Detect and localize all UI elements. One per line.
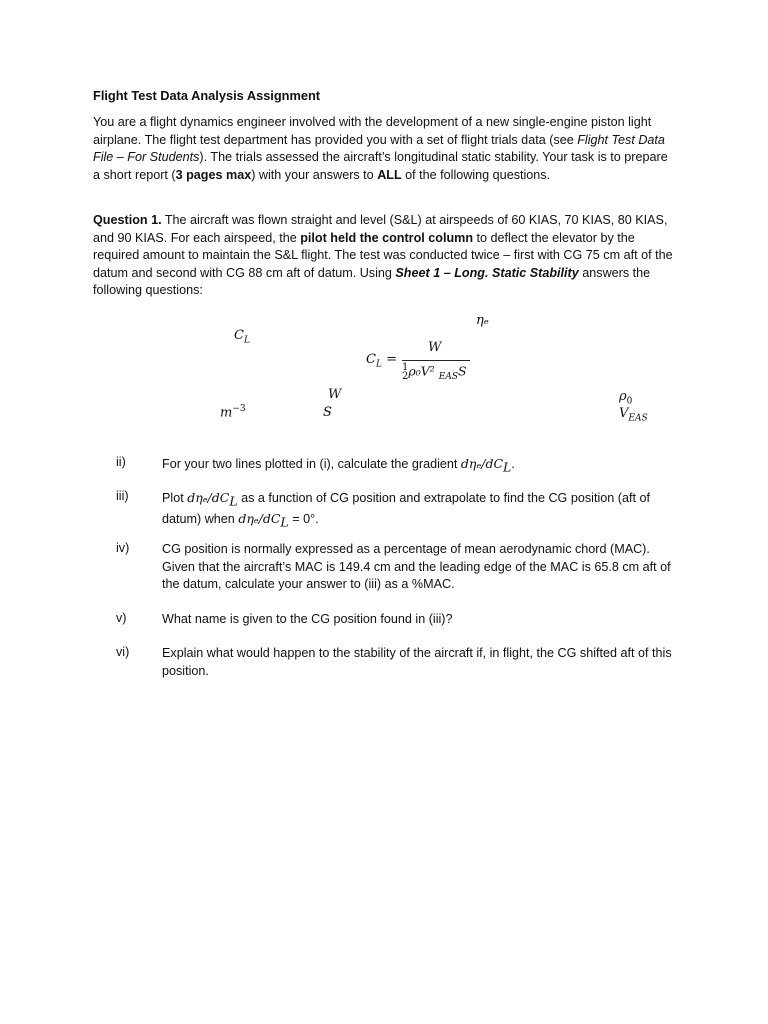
list-item-number: vi) [116,645,130,659]
equation-cl: C [366,352,376,367]
equation-lhs [366,352,397,370]
question-1-paragraph [93,212,678,300]
list-item-text: CG position is normally expressed as a percentage of mean aerodynamic chord (MAC). Given that the aircraft’s MAC is 149.4 cm and the leading edge of the MAC is 65.8 cm aft of the datum, calculate your answer to (iii) as a %MAC. [162,542,671,592]
item-text: . [511,457,515,471]
equation-denominator [402,363,467,382]
intro-text: ) with your answers to [251,167,378,182]
equation-half-numerator: 1 [402,362,409,373]
equation-half-denominator: 2 [402,371,409,382]
intro-text: of the following questions. [401,167,551,182]
question-1-text: answers the following questions: [93,265,651,298]
equation-eas-subscript: EAS [438,372,458,382]
equation-fraction-bar [402,360,470,361]
item-text: For your two lines plotted in (i), calculate the gradient [162,457,461,471]
math-m-symbol: m [220,405,233,421]
question-1-sheet-reference: Sheet 1 – Long. Static Stability [395,265,579,280]
equation-s: S [458,363,467,379]
item-math: dηₑ/dC [460,456,504,471]
math-m-exponent: −3 [232,404,246,414]
item-math: dηₑ/dC [187,490,230,505]
intro-paragraph [93,114,678,184]
math-w: W [328,387,342,402]
list-item-text [162,455,672,476]
intro-page-limit: 3 pages max [175,167,252,182]
list-item-text: Explain what would happen to the stability of the aircraft if, in flight, the CG shifted aft of this position. [162,646,672,678]
item-math-subscript: L [229,493,238,509]
list-item-number: ii) [116,455,126,469]
list-item-number: iv) [116,541,130,555]
equation-numerator: W [428,340,442,355]
math-eta-e: ηₑ [476,313,489,328]
item-text: as a function of CG position and extrapolate to find the CG position (aft of datum) when [162,491,650,527]
list-item-number: iii) [116,489,129,503]
math-v-subscript: EAS [628,413,648,424]
equation-equals: = [381,352,397,367]
question-1-text: to deflect the elevator by the required amount to maintain the S&L flight. The test was conducted twice – first with CG 75 cm aft of the datum and second with CG 88 cm aft of datum. Using [93,230,673,280]
math-v-symbol: V [619,406,629,421]
math-m-cubed [220,404,246,420]
intro-text: You are a flight dynamics engineer involved with the development of a new single-engine piston light airplane. The flight test department has provided you with a set of flight trials data (see [93,115,652,147]
item-text: = 0°. [288,512,319,527]
intro-file-reference: Flight Test Data File – For Students [93,132,665,165]
question-1-text: The aircraft was flown straight and level (S&L) at airspeeds of 60 KIAS, 70 KIAS, 80 KIAS, and 90 KIAS. For each airspeed, the [93,213,668,245]
math-cl-symbol: C [234,328,244,343]
document-title: Flight Test Data Analysis Assignment [93,88,321,103]
intro-all-emphasis: ALL [377,167,402,182]
item-math: dηₑ/dC [238,511,281,527]
intro-text: ). The trials assessed the aircraft’s longitudinal static stability. Your task is to prepare a short report ( [93,150,668,182]
question-1-emphasis: pilot held the control column [300,230,474,245]
list-item-text [162,489,672,531]
item-math-subscript: L [280,514,289,530]
equation-rho-v: ρ₀V² [408,363,439,379]
math-veas [619,406,648,424]
math-rho-symbol: ρ [619,389,627,404]
math-cl-subscript: L [243,335,250,346]
item-math-subscript: L [503,459,512,475]
question-1-label: Question 1. [93,213,162,227]
math-s: S [323,405,332,420]
item-text: Plot [162,491,188,505]
math-rho0 [619,389,632,407]
math-cl [234,328,250,346]
math-rho-subscript: 0 [626,396,633,407]
equation-cl-subscript: L [375,359,382,370]
list-item-text: What name is given to the CG position found in (iii)? [162,612,453,626]
list-item-number: v) [116,611,127,625]
